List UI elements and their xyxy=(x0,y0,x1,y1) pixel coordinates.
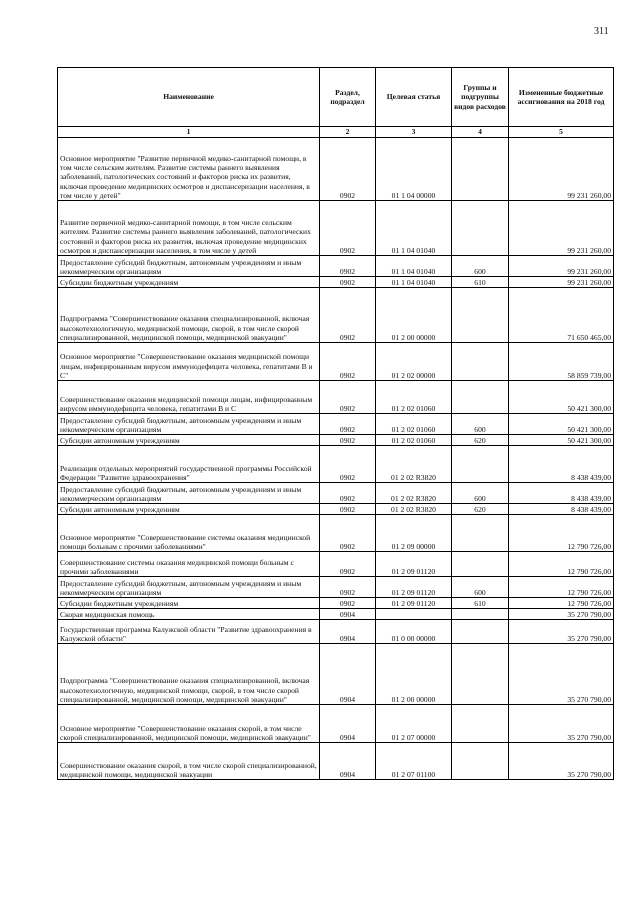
row-name: Субсидии бюджетным учреждениям xyxy=(58,598,320,609)
row-name: Государственная программа Калужской области "Развитие здравоохранения в Калужской области" xyxy=(58,620,320,644)
row-amount: 8 438 439,00 xyxy=(509,504,614,515)
table-row xyxy=(58,609,614,620)
row-section: 0902 xyxy=(320,256,376,277)
table-row xyxy=(58,446,614,483)
row-name: Подпрограмма "Совершенствование оказания специализированной, включая высокотехнологичную, медицинской помощи, скорой, в том числе скорой специализированной, медицинской помощи, медицинской эвакуации" xyxy=(58,288,320,343)
row-section: 0902 xyxy=(320,577,376,598)
row-name: Совершенствование системы оказания медицинской помощи больным с прочими заболеваниями xyxy=(58,552,320,577)
row-target: 01 2 09 00000 xyxy=(376,515,452,552)
table-row xyxy=(58,277,614,288)
table-row xyxy=(58,138,614,201)
row-group: 610 xyxy=(452,277,509,288)
row-group xyxy=(452,644,509,705)
row-amount: 99 231 260,00 xyxy=(509,256,614,277)
row-name: Основное мероприятие "Совершенствование оказания скорой, в том числе скорой специализированной, медицинской помощи, медицинской эвакуации" xyxy=(58,705,320,743)
row-target: 01 2 00 00000 xyxy=(376,644,452,705)
row-target: 01 2 07 00000 xyxy=(376,705,452,743)
row-amount: 50 421 300,00 xyxy=(509,381,614,414)
table-row xyxy=(58,435,614,446)
row-target: 01 2 02 00000 xyxy=(376,343,452,381)
row-group xyxy=(452,201,509,256)
row-amount: 99 231 260,00 xyxy=(509,201,614,256)
row-amount: 12 790 726,00 xyxy=(509,598,614,609)
row-name: Субсидии бюджетным учреждениям xyxy=(58,277,320,288)
row-section: 0902 xyxy=(320,515,376,552)
row-target: 01 1 04 01040 xyxy=(376,256,452,277)
row-section: 0902 xyxy=(320,483,376,504)
row-name: Субсидии автономным учреждениям xyxy=(58,435,320,446)
row-name: Основное мероприятие "Развитие первичной медико-санитарной помощи, в том числе сельским жителям. Развитие системы раннего выявления заболеваний, патологических состояний и факторов риска их развития, включая проведение медицинских осмотров и диспансеризации населения, в том числе у детей" xyxy=(58,138,320,201)
table-row xyxy=(58,620,614,644)
row-section: 0904 xyxy=(320,743,376,780)
row-target: 01 1 04 00000 xyxy=(376,138,452,201)
row-group xyxy=(452,288,509,343)
row-name: Предоставление субсидий бюджетным, автономным учреждениям и иным некоммерческим организациям xyxy=(58,414,320,435)
header-amount: Измененные бюджетные ассигнования на 2018 год xyxy=(509,68,614,127)
row-amount: 58 859 739,00 xyxy=(509,343,614,381)
table-row xyxy=(58,504,614,515)
row-target: 01 2 00 00000 xyxy=(376,288,452,343)
row-amount: 12 790 726,00 xyxy=(509,515,614,552)
row-group xyxy=(452,515,509,552)
budget-table xyxy=(57,67,614,780)
header-section: Раздел, подраздел xyxy=(320,68,376,127)
row-section: 0904 xyxy=(320,609,376,620)
table-row xyxy=(58,743,614,780)
row-group xyxy=(452,609,509,620)
row-group xyxy=(452,446,509,483)
row-name: Субсидии автономным учреждениям xyxy=(58,504,320,515)
row-section: 0902 xyxy=(320,277,376,288)
row-section: 0902 xyxy=(320,288,376,343)
column-number-row xyxy=(58,127,614,138)
row-target: 01 2 02 01060 xyxy=(376,414,452,435)
row-group xyxy=(452,138,509,201)
row-section: 0902 xyxy=(320,343,376,381)
column-number: 1 xyxy=(58,127,320,138)
row-section: 0902 xyxy=(320,201,376,256)
row-group xyxy=(452,552,509,577)
row-name: Реализация отдельных мероприятий государственной программы Российской Федерации "Развитие здравоохранения" xyxy=(58,446,320,483)
row-name: Основное мероприятие "Совершенствование оказания медицинской помощи лицам, инфицированным вирусом иммунодефицита человека, гепатитами В и С" xyxy=(58,343,320,381)
row-amount: 50 421 300,00 xyxy=(509,414,614,435)
row-section: 0902 xyxy=(320,381,376,414)
table-row xyxy=(58,256,614,277)
row-group xyxy=(452,705,509,743)
row-amount: 35 270 790,00 xyxy=(509,620,614,644)
row-target: 01 2 02 R3820 xyxy=(376,446,452,483)
row-group xyxy=(452,343,509,381)
row-name: Совершенствование оказания медицинской помощи лицам, инфицированным вирусом иммунодефицита человека, гепатитами В и С xyxy=(58,381,320,414)
table-row xyxy=(58,288,614,343)
row-amount: 8 438 439,00 xyxy=(509,483,614,504)
row-target: 01 2 09 01120 xyxy=(376,552,452,577)
column-number: 4 xyxy=(452,127,509,138)
row-group: 600 xyxy=(452,256,509,277)
row-name: Подпрограмма "Совершенствование оказания специализированной, включая высокотехнологичную, медицинской помощи, скорой, в том числе скорой специализированной, медицинской помощи, медицинской эвакуации" xyxy=(58,644,320,705)
row-amount: 35 270 790,00 xyxy=(509,644,614,705)
row-group: 620 xyxy=(452,435,509,446)
table-row xyxy=(58,598,614,609)
row-target: 01 1 04 01040 xyxy=(376,201,452,256)
row-target: 01 2 09 01120 xyxy=(376,598,452,609)
row-name: Предоставление субсидий бюджетным, автономным учреждениям и иным некоммерческим организациям xyxy=(58,483,320,504)
row-amount: 50 421 300,00 xyxy=(509,435,614,446)
row-section: 0902 xyxy=(320,446,376,483)
table-row xyxy=(58,552,614,577)
table-row xyxy=(58,343,614,381)
table-row xyxy=(58,515,614,552)
row-target: 01 2 02 R3820 xyxy=(376,504,452,515)
column-number: 2 xyxy=(320,127,376,138)
row-name: Предоставление субсидий бюджетным, автономным учреждениям и иным некоммерческим организациям xyxy=(58,577,320,598)
row-name: Основное мероприятие "Совершенствование системы оказания медицинской помощи больным с прочими заболеваниями" xyxy=(58,515,320,552)
row-group: 600 xyxy=(452,414,509,435)
row-section: 0904 xyxy=(320,705,376,743)
row-group: 600 xyxy=(452,483,509,504)
header-groups: Группы и подгруппы видов расходов xyxy=(452,68,509,127)
row-target: 01 2 02 01060 xyxy=(376,435,452,446)
row-target: 01 2 02 01060 xyxy=(376,381,452,414)
row-group xyxy=(452,620,509,644)
table-row xyxy=(58,201,614,256)
table-row xyxy=(58,644,614,705)
row-section: 0902 xyxy=(320,435,376,446)
row-section: 0904 xyxy=(320,620,376,644)
row-target: 01 2 09 01120 xyxy=(376,577,452,598)
table-row xyxy=(58,414,614,435)
row-group xyxy=(452,381,509,414)
row-name: Скорая медицинская помощь xyxy=(58,609,320,620)
row-group: 610 xyxy=(452,598,509,609)
row-amount: 8 438 439,00 xyxy=(509,446,614,483)
row-amount: 35 270 790,00 xyxy=(509,705,614,743)
row-amount: 35 270 790,00 xyxy=(509,609,614,620)
row-amount: 35 270 790,00 xyxy=(509,743,614,780)
row-target: 01 1 04 01040 xyxy=(376,277,452,288)
row-section: 0904 xyxy=(320,644,376,705)
row-amount: 99 231 260,00 xyxy=(509,138,614,201)
header-name: Наименование xyxy=(58,68,320,127)
row-group xyxy=(452,743,509,780)
row-group: 600 xyxy=(452,577,509,598)
row-target: 01 2 07 01100 xyxy=(376,743,452,780)
row-target: 01 0 00 00000 xyxy=(376,620,452,644)
row-target: 01 2 02 R3820 xyxy=(376,483,452,504)
row-section: 0902 xyxy=(320,414,376,435)
row-name: Развитие первичной медико-санитарной помощи, в том числе сельским жителям. Развитие системы раннего выявления заболеваний, патологических состояний и факторов риска их развития, включая проведение медицинских осмотров и диспансеризации населения, в том числе у детей xyxy=(58,201,320,256)
table-row xyxy=(58,483,614,504)
column-number: 5 xyxy=(509,127,614,138)
table-row xyxy=(58,705,614,743)
row-name: Предоставление субсидий бюджетным, автономным учреждениям и иным некоммерческим организациям xyxy=(58,256,320,277)
row-name: Совершенствование оказания скорой, в том числе скорой специализированной, медицинской помощи, медицинской эвакуации xyxy=(58,743,320,780)
header-row xyxy=(58,68,614,127)
row-section: 0902 xyxy=(320,138,376,201)
row-amount: 12 790 726,00 xyxy=(509,577,614,598)
page-number: 311 xyxy=(594,26,609,37)
row-section: 0902 xyxy=(320,504,376,515)
row-section: 0902 xyxy=(320,552,376,577)
table-row xyxy=(58,381,614,414)
column-number: 3 xyxy=(376,127,452,138)
row-group: 620 xyxy=(452,504,509,515)
row-section: 0902 xyxy=(320,598,376,609)
row-amount: 99 231 260,00 xyxy=(509,277,614,288)
row-amount: 12 790 726,00 xyxy=(509,552,614,577)
row-amount: 71 650 465,00 xyxy=(509,288,614,343)
header-target: Целевая статья xyxy=(376,68,452,127)
table-row xyxy=(58,577,614,598)
row-target xyxy=(376,609,452,620)
